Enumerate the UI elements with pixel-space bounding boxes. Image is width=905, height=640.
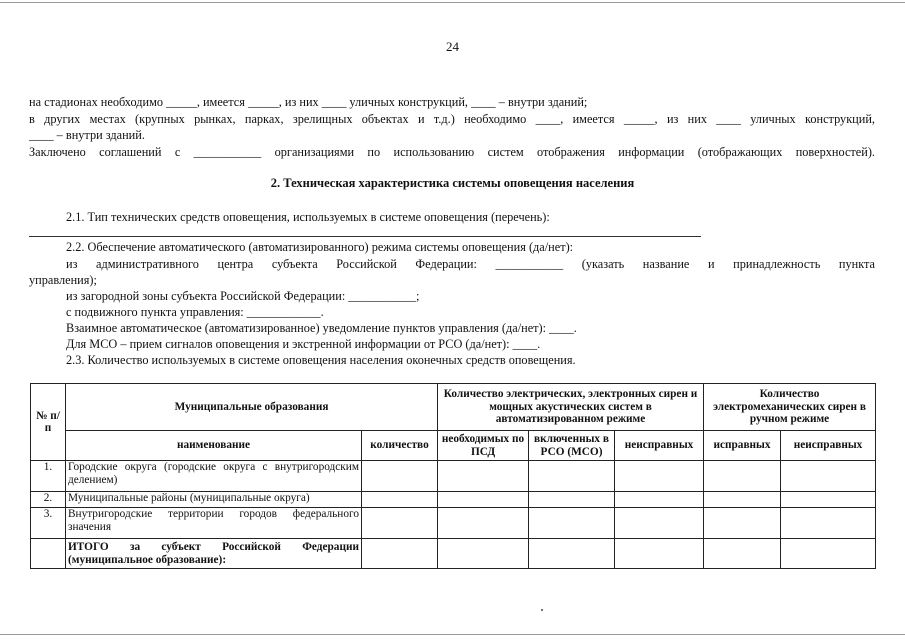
cell-quantity [362, 508, 438, 539]
header-name: наименование [66, 431, 362, 461]
bottom-edge-rule [0, 634, 905, 635]
cell-included [529, 461, 615, 492]
header-required: необходимых по ПСД [438, 431, 529, 461]
row-number [31, 539, 66, 569]
table-row [31, 461, 876, 492]
para-2-1: 2.1. Тип технических средств оповещения, используемых в системе оповещения (перечень): [66, 210, 550, 224]
cell-faulty-manual [781, 508, 876, 539]
cell-quantity [362, 461, 438, 492]
text-agreements: Заключено соглашений с ___________ организациями по использованию систем отображения информации (отображающих поверхностей). [29, 145, 875, 159]
cell-included [529, 508, 615, 539]
cell-required [438, 539, 529, 569]
row-number: 3. [31, 508, 66, 539]
cell-faulty [615, 461, 704, 492]
header-municipalities: Муниципальные образования [66, 384, 438, 431]
cell-working [704, 539, 781, 569]
header-number: № п/п [31, 384, 66, 461]
cell-working [704, 492, 781, 508]
row-name: Муниципальные районы (муниципальные округа) [66, 492, 362, 508]
cell-quantity [362, 492, 438, 508]
warning-devices-table [30, 383, 876, 569]
cell-faulty [615, 508, 704, 539]
cell-required [438, 508, 529, 539]
cell-faulty-manual [781, 492, 876, 508]
header-included: включенных в РСО (МСО) [529, 431, 615, 461]
text-other-places: в других местах (крупных рынках, парках, зрелищных объектах и т.д.) необходимо ____, имеется _____, из них ____ уличных конструкций, [29, 112, 875, 126]
cell-faulty [615, 492, 704, 508]
text-stadiums: на стадионах необходимо _____, имеется _____, из них ____ уличных конструкций, ____ – внутри зданий; [29, 95, 588, 109]
scan-speck [541, 609, 543, 611]
header-electric-sirens: Количество электрических, электронных сирен и мощных акустических систем в автоматизированном режиме [438, 384, 704, 431]
cell-faulty-manual [781, 461, 876, 492]
row-name: Внутригородские территории городов федерального значения [66, 508, 362, 539]
cell-required [438, 461, 529, 492]
cell-quantity [362, 539, 438, 569]
cell-included [529, 539, 615, 569]
top-edge-rule [0, 2, 905, 3]
para-2-3: 2.3. Количество используемых в системе оповещения населения оконечных средств оповещения. [66, 353, 576, 367]
row-number: 2. [31, 492, 66, 508]
cell-working [704, 508, 781, 539]
para-2-2: 2.2. Обеспечение автоматического (автоматизированного) режима системы оповещения (да/нет): [66, 240, 574, 254]
para-2-2-suburban-zone: из загородной зоны субъекта Российской Федерации: ___________; [66, 289, 420, 303]
cell-faulty [615, 539, 704, 569]
cell-working [704, 461, 781, 492]
cell-required [438, 492, 529, 508]
fill-in-line [29, 236, 701, 237]
para-2-2-mutual-notification: Взаимное автоматическое (автоматизированное) уведомление пунктов управления (да/нет): ____. [66, 321, 577, 335]
para-2-2-admin-center: из административного центра субъекта Российской Федерации: ___________ (указать название и принадлежность пункта [66, 257, 875, 271]
header-working: исправных [704, 431, 781, 461]
table-row [31, 508, 876, 539]
header-quantity: количество [362, 431, 438, 461]
para-2-2-admin-center-cont: управления); [29, 273, 97, 287]
table-row-total [31, 539, 876, 569]
row-number: 1. [31, 461, 66, 492]
page-number: 24 [446, 39, 459, 54]
row-total-label: ИТОГО за субъект Российской Федерации (муниципальное образование): [66, 539, 362, 569]
para-2-2-mobile-point: с подвижного пункта управления: ____________. [66, 305, 324, 319]
cell-included [529, 492, 615, 508]
row-name: Городские округа (городские округа с внутригородским делением) [66, 461, 362, 492]
text-inside-buildings: ____ – внутри зданий. [29, 128, 145, 142]
para-2-2-mso-reception: Для МСО – прием сигналов оповещения и экстренной информации от РСО (да/нет): ____. [66, 337, 541, 351]
cell-faulty-manual [781, 539, 876, 569]
header-mechanical-sirens: Количество электромеханических сирен в ручном режиме [704, 384, 876, 431]
section-title: 2. Техническая характеристика системы оповещения населения [270, 176, 635, 190]
table-row [31, 492, 876, 508]
header-faulty-manual: неисправных [781, 431, 876, 461]
header-faulty: неисправных [615, 431, 704, 461]
